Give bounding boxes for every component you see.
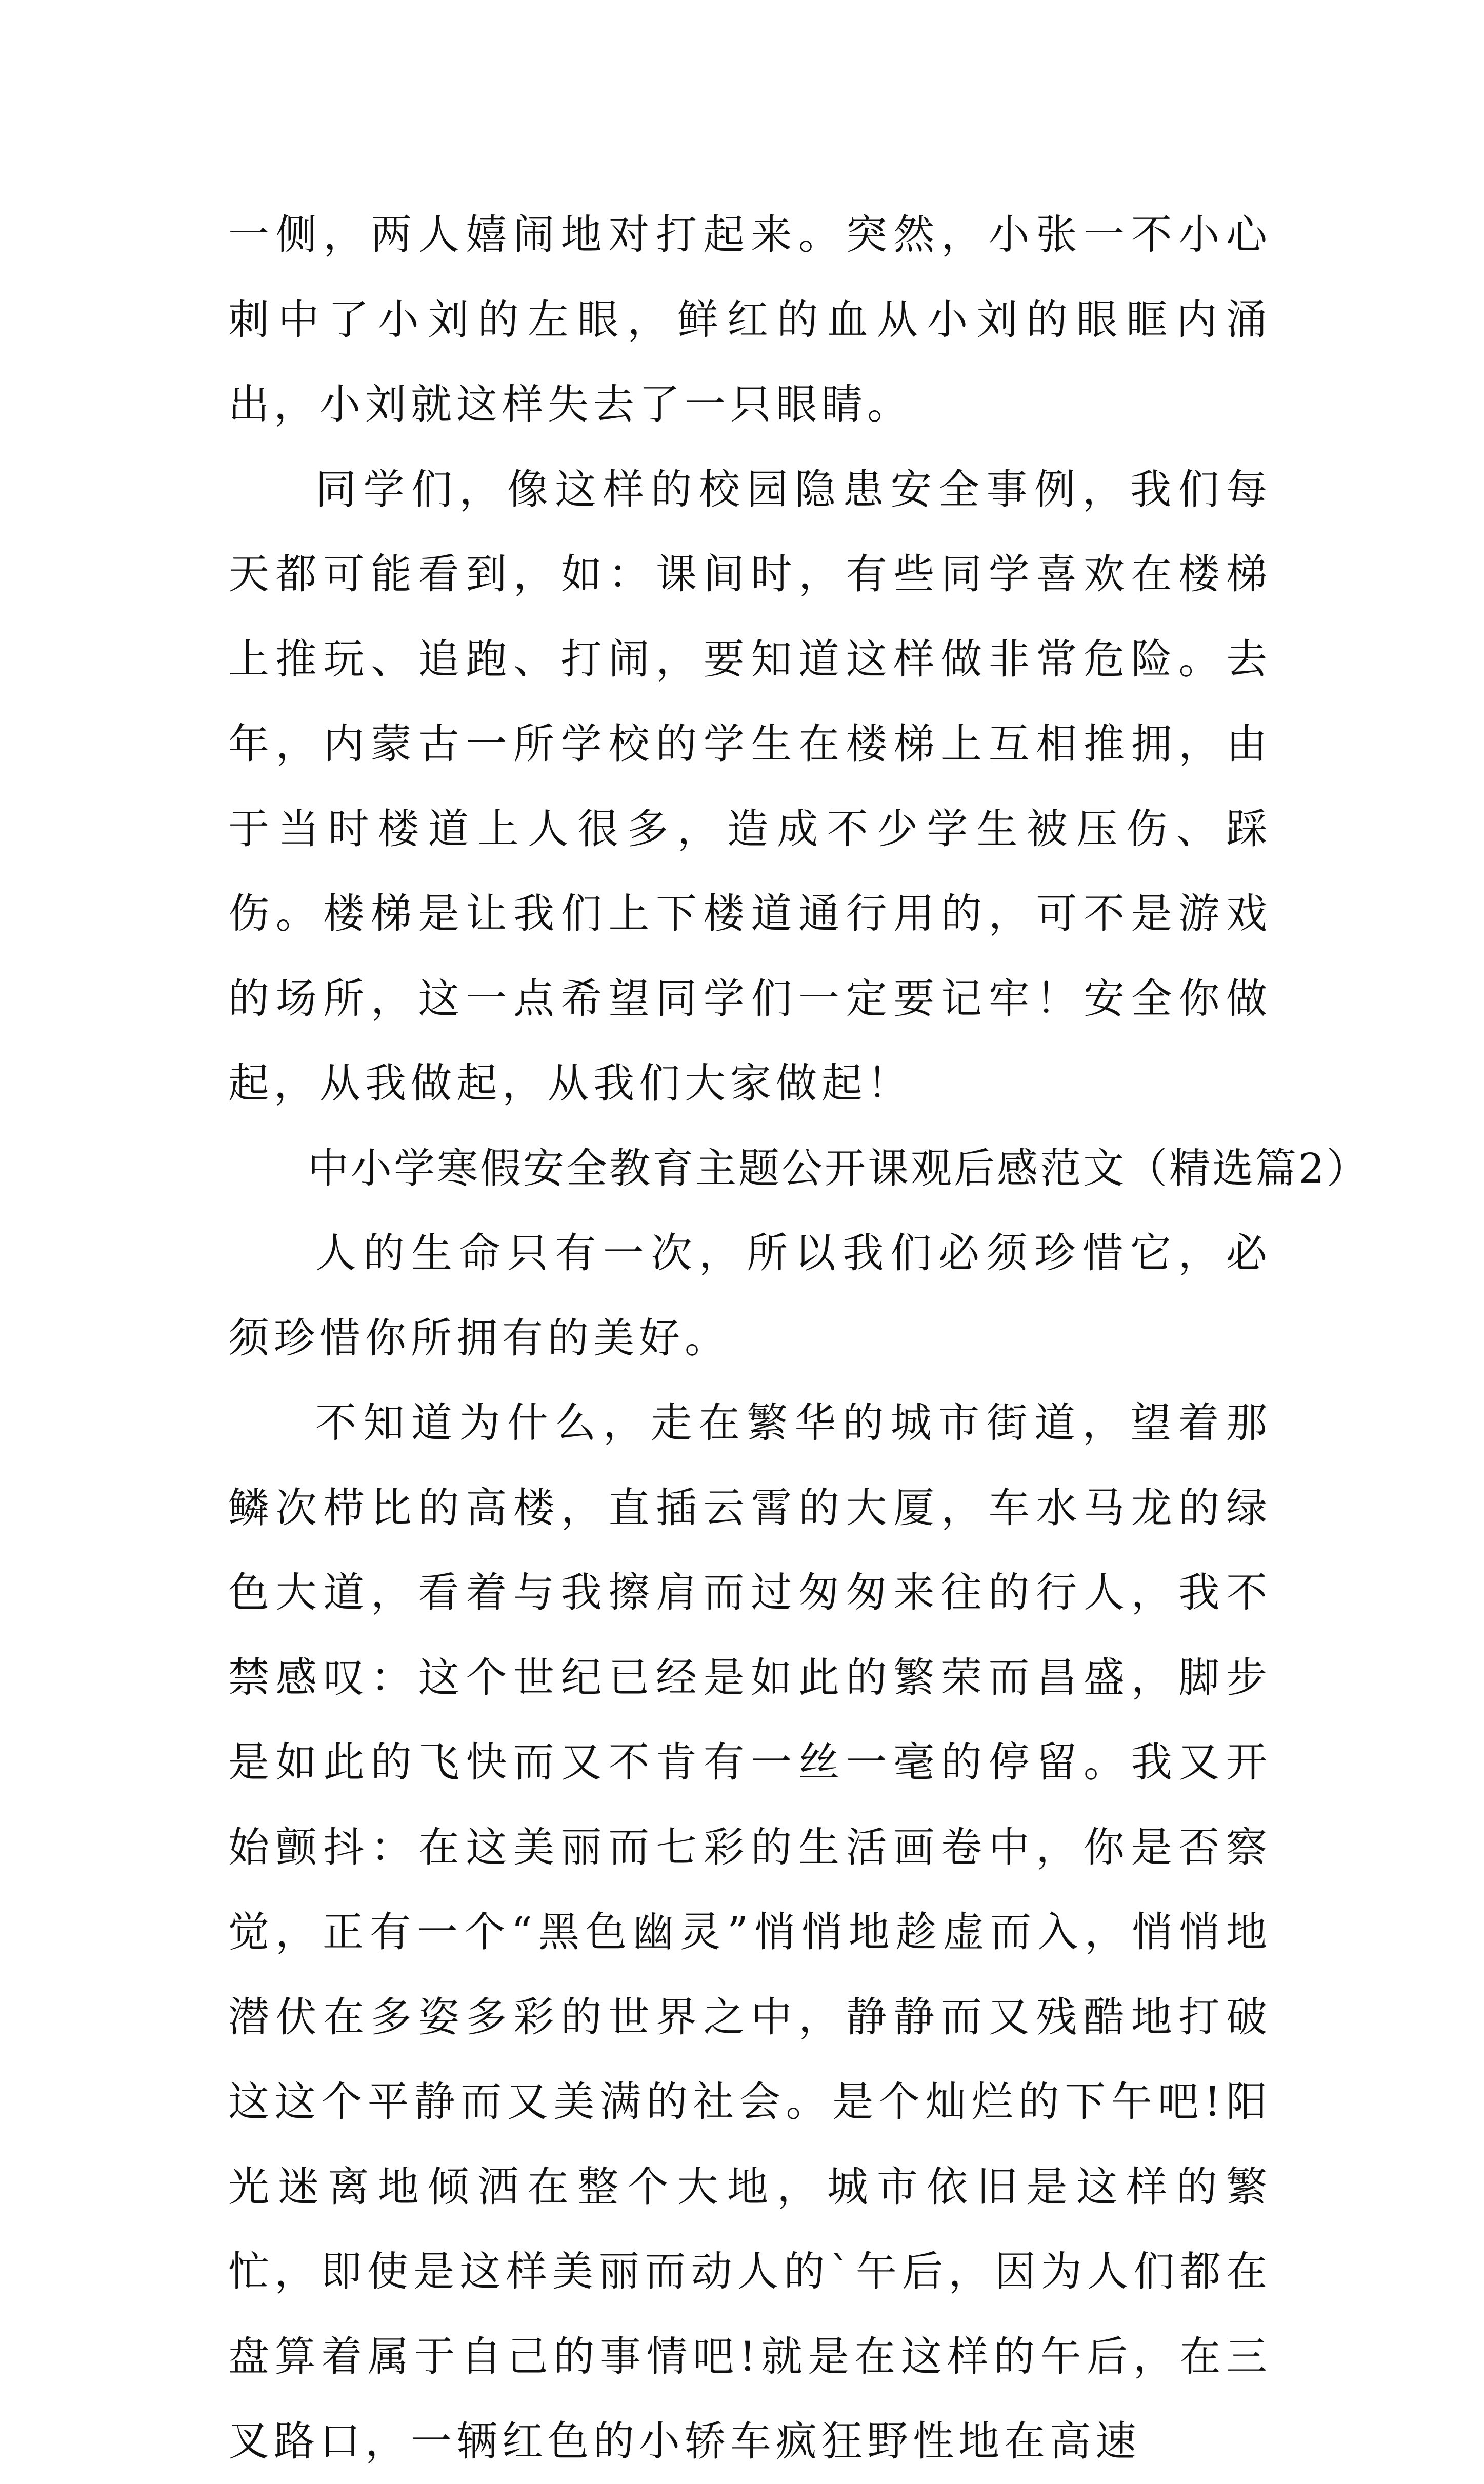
paragraph-3: 人的生命只有一次，所以我们必须珍惜它，必须珍惜你所拥有的美好。 (228, 1229, 1272, 1362)
document-body (228, 192, 1370, 2484)
section-heading: 中小学寒假安全教育主题公开课观后感范文（精选篇2） (308, 1144, 1370, 1192)
paragraph-2: 同学们，像这样的校园隐患安全事例，我们每天都可能看到，如：课间时，有些同学喜欢在楼梯上推玩、追跑、打闹，要知道这样做非常危险。去年，内蒙古一所学校的学生在楼梯上互相推拥，由于当时楼道上人很多，造成不少学生被压伤、踩伤。楼梯是让我们上下楼道通行用的，可不是游戏的场所，这一点希望同学们一定要记牢！安全你做起，从我做起，从我们大家做起！ (228, 465, 1272, 1107)
paragraph-1: 一侧，两人嬉闹地对打起来。突然，小张一不小心刺中了小刘的左眼，鲜红的血从小刘的眼眶内涌出，小刘就这样失去了一只眼睛。 (228, 211, 1272, 428)
paragraph-4: 不知道为什么，走在繁华的城市街道，望着那鳞次栉比的高楼，直插云霄的大厦，车水马龙的绿色大道，看着与我擦肩而过匆匆来往的行人，我不禁感叹：这个世纪已经是如此的繁荣而昌盛，脚步是如此的飞快而又不肯有一丝一毫的停留。我又开始颤抖：在这美丽而七彩的生活画卷中，你是否察觉，正有一个“黑色幽灵”悄悄地趁虚而入，悄悄地潜伏在多姿多彩的世界之中，静静而又残酷地打破这这个平静而又美满的社会。是个灿烂的下午吧!阳光迷离地倾洒在整个大地，城市依旧是这样的繁忙，即使是这样美丽而动人的`午后，因为人们都在盘算着属于自己的事情吧!就是在这样的午后，在三叉路口，一辆红色的小轿车疯狂野性地在高速 (228, 1399, 1272, 2465)
